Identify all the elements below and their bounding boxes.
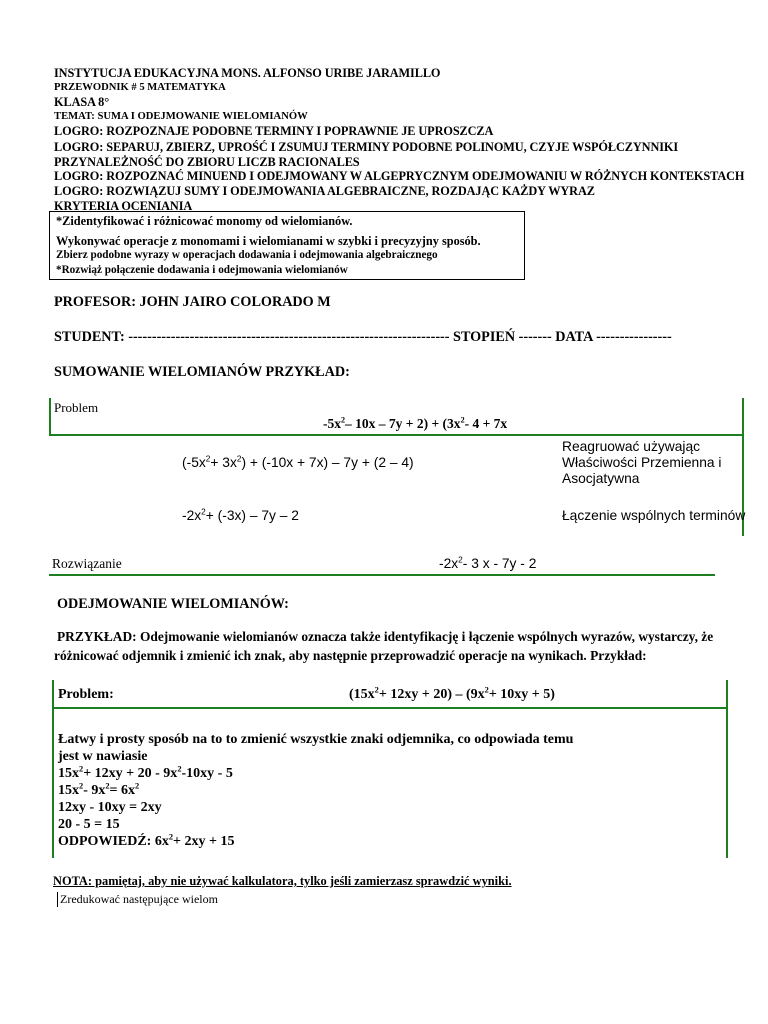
criteria-item-4: *Rozwiąż połączenie dodawania i odejmowania wielomianów	[56, 264, 348, 276]
sub-explanation-line-1: Łatwy i prosty sposób na to to zmienić wszystkie znaki odjemnika, co odpowiada temu	[58, 732, 574, 747]
sum-problem-label: Problem	[54, 400, 99, 415]
sub-work-line-4: 20 - 5 = 15	[58, 817, 120, 832]
sum-table-divider	[49, 434, 744, 436]
sum-table-bottom-border	[49, 574, 715, 576]
sum-table-left-border	[49, 398, 51, 434]
logro-4: LOGRO: ROZWIĄZUJ SUMY I ODEJMOWANIA ALGEBRAICZNE, ROZDAJĄC KAŻDY WYRAZ	[54, 184, 595, 198]
sum-step-2: $-2x^2+ (-3x) - 7y - 2$	[182, 507, 299, 523]
example-paragraph-line-1: PRZYKŁAD: Odejmowanie wielomianów oznacza także identyfikację i łączenie wspólnych wyrazów, wystarczy, że	[57, 629, 714, 644]
calculator-note: NOTA: pamiętaj, aby nie używać kalkulatora, tylko jeśli zamierzasz sprawdzić wyniki.	[53, 874, 512, 888]
sub-work-line-1: $15x^2+ 12xy + 20 - 9x^2-10xy - 5$	[58, 764, 233, 781]
grade-label: KLASA 8°	[54, 95, 110, 109]
sum-step-1-note-line-3: Asocjatywna	[562, 471, 640, 486]
professor-name: PROFESOR: JOHN JAIRO COLORADO M	[54, 294, 331, 310]
sub-explanation-line-2: jest w nawiasie	[58, 749, 148, 764]
subtraction-section-title: ODEJMOWANIE WIELOMIANÓW:	[57, 596, 289, 612]
guide-number: PRZEWODNIK # 5 MATEMATYKA	[54, 82, 226, 93]
logro-2b: PRZYNALEŻNOŚĆ DO ZBIORU LICZB RACIONALES	[54, 155, 360, 169]
sum-solution-label: Rozwiązanie	[52, 556, 122, 571]
sum-section-title: SUMOWANIE WIELOMIANÓW PRZYKŁAD:	[54, 364, 350, 380]
sub-problem-expression: $(15x^2+ 12xy + 20) - (9x^2+ 10xy + 5)$	[349, 685, 555, 702]
criteria-item-2: Wykonywać operacje z monomami i wielomianami w szybki i precyzyjny sposób.	[56, 234, 481, 248]
criteria-item-1: *Zidentyfikować i różnicować monomy od wielomianów.	[56, 214, 353, 228]
student-line: STUDENT: -------------------------------------------------------------------- STOPIEŃ ------- DATA ----------------	[54, 329, 672, 345]
sum-step-1: $(-5x^2+ 3x^2) + (-10x + 7x) - 7y + (2 - 4)$	[182, 454, 414, 470]
criteria-item-3: Zbierz podobne wyrazy w operacjach dodawania i odejmowania algebraicznego	[56, 249, 438, 261]
sum-step-2-note: Łączenie wspólnych terminów	[562, 508, 746, 523]
example-paragraph-line-2: różnicować odjemnik i zmienić ich znak, aby następnie przeprowadzić operacje na wynikach. Przykład:	[54, 648, 647, 663]
logro-1: LOGRO: ROZPOZNAJE PODOBNE TERMINY I POPRAWNIE JE UPROSZCZA	[54, 124, 494, 138]
logro-3: LOGRO: ROZPOZNAĆ MINUEND I ODEJMOWANY W ALGEPRYCZNYM ODEJMOWANIU W RÓŻNYCH KONTEKSTACH	[54, 169, 745, 183]
criteria-title: KRYTERIA OCENIANIA	[54, 199, 193, 213]
topic-label: TEMAT: SUMA I ODEJMOWANIE WIELOMIANÓW	[54, 111, 308, 122]
sum-step-1-note-line-2: Właściwości Przemienna i	[562, 455, 722, 470]
logro-2a: LOGRO: SEPARUJ, ZBIERZ, UPROŚĆ I ZSUMUJ TERMINY PODOBNE POLINOMU, CZYJE WSPÓŁCZYNNIKI	[54, 140, 679, 154]
reduce-instruction: Zredukować następujące wielom	[57, 892, 218, 907]
sub-problem-label: Problem:	[58, 687, 114, 702]
sub-work-line-3: 12xy - 10xy = 2xy	[58, 800, 162, 815]
sum-problem-expression: $-5x^2-$ $10x - 7y + 2) + (3x^2-$ 4 + 7x	[323, 415, 508, 431]
sum-solution-value: $-2x^2-$ 3 x - 7y - 2	[439, 555, 537, 571]
sub-work-line-2: $15x^2-$ $9x^2= 6x^2$	[58, 781, 140, 798]
institution-name: INSTYTUCJA EDUKACYJNA MONS. ALFONSO URIBE JARAMILLO	[54, 66, 441, 80]
sub-table-divider	[52, 707, 728, 709]
sum-step-1-note-line-1: Reagruować używając	[562, 439, 701, 454]
sub-answer: ODPOWIEDŹ: $6x^2+ 2xy + 15$	[58, 832, 235, 849]
